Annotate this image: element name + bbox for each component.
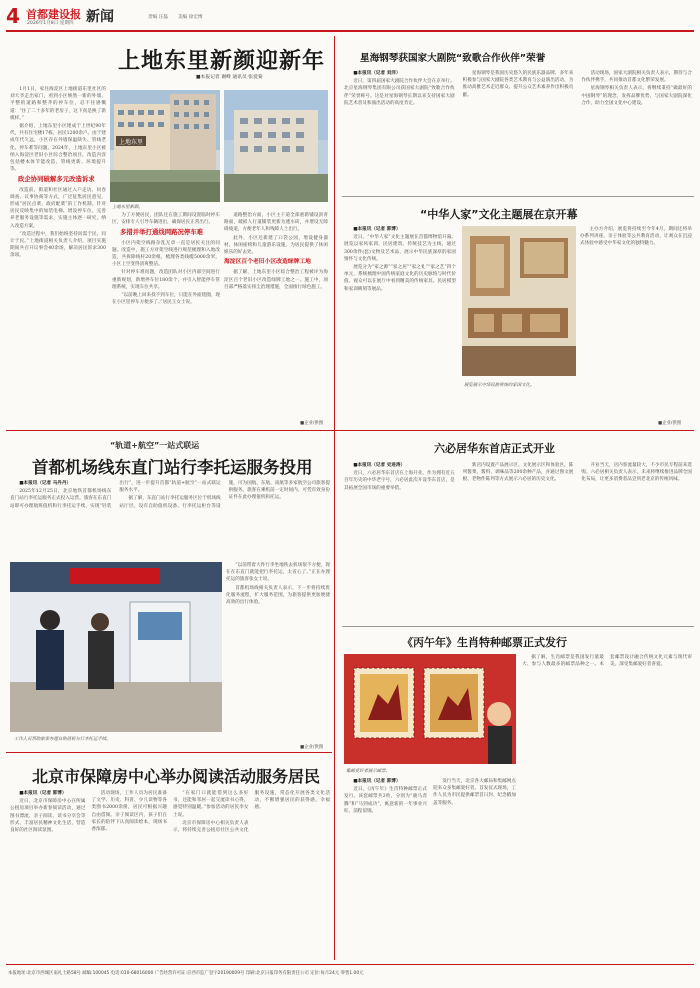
art1-photo-caption: 上地东里新颜。: [112, 205, 143, 210]
masthead-rule: [6, 30, 694, 32]
art2-byline: ■本报讯（记者 刘洋）: [353, 71, 401, 76]
art2-para: 活动现场，国家大剧院相关负责人表示，期待与合作伙伴携手，共同推动首都文化繁荣发展。: [581, 71, 692, 84]
art7-para: 近日，北京市保障房中心在所属公租房项目举办新春阅读活动，通过图书漂流、亲子阅读、读书分享会等形式，丰富居民精神文化生活，营造良好的社区阅读氛围。: [10, 799, 86, 834]
art6-body-right: [522, 654, 692, 960]
art3-para: 展览分为“家之源”“家之居”“家之礼”“家之艺”四个单元，系统梳理中国传统家庭文化的历史脉络与时代价值。观众可以在展厅中看到精美的传统家具、民居模型和家训碑刻等展品。: [344, 265, 456, 292]
art7-para: 北京市保障房中心相关负责人表示，将持续完善公租房社区公共文化服务设施，常态化开展各类文化活动，不断增强居民的获得感、幸福感。: [173, 791, 330, 834]
art1-title: 上地东里新颜迎新年: [118, 48, 326, 74]
art5-para: 开业当天，店内客流量较大，不少市民专程前来选购。六必居相关负责人表示，未来将继续推进品牌全国化布局，让更多消费者品尝到老北京的传统风味。: [581, 463, 692, 483]
art4-para: 2025年12月25日，北京地铁首都机场线东直门站行李托运服务正式投入运营。旅客在东直门站即可办理航班值机和行李托运手续，实现“轻装出行”，进一步提升首都“轨道+航空”一站式联运服务水平。: [10, 481, 221, 509]
art2-para: 星海钢琴是我国历史悠久的民族乐器品牌，多年来积极参与国家大剧院各类艺术教育与公益演出活动，为推动高雅艺术走近群众、提升公众艺术素养作出积极贡献。: [462, 71, 574, 98]
art7-body: [10, 790, 330, 960]
art1-para: 据介绍，上地东里小区建成于上世纪90年代，共有住宅楼17栋，居民1200余户。由于建成年代久远，小区存在外墙保温缺失、管线老化、停车难等问题。2024年，上地东里小区被纳入海淀区老旧小区综合整治项目，改造内容包括楼本体节能改造、管线更新、环境提升等。: [10, 124, 106, 173]
art7-byline: ■本报讯（记者 郭博）: [19, 791, 67, 796]
issue-date: 2026年1月8日 星期四: [27, 21, 74, 26]
art1-para: “以前晚上回来找不到车位，只能在外面绕圈，现在小区里停车方便多了。”居民王女士说。: [112, 293, 220, 306]
art5-title: 六必居华东首店正式开业: [434, 442, 555, 455]
art3-body-right: [580, 226, 692, 326]
art1-para: 道路整治方面，小区主干道全部重新铺设沥青路面，破损人行道铺装更新为透水砖，并增设无障碍坡道，方便老年人和残障人士出行。: [224, 213, 328, 233]
art5-body: [344, 462, 692, 622]
art6-title: 《丙午年》生肖特种邮票正式发行: [402, 636, 567, 649]
art1-para: 小区内架空线路杂乱无章一直是居民关注的问题。改造中，施工方对架空线进行规范梳理和入地改造，共拆除线杆20余根，梳理各类线缆5000余米，小区上空变得清爽整洁。: [112, 240, 220, 268]
art4-para: “以前带着大件行李坐地铁去机场很不方便，现在在东直门就能把行李托运，太省心了。”正在办理托运的旅客张女士说。: [226, 563, 330, 583]
art2-para: 近日，第四届国家大剧院合作伙伴大会在京举行。北京星海钢琴集团有限公司获国家大剧院“致歌合作伙伴”荣誉称号。这是对星海钢琴长期以来支持国家大剧院艺术普及和演出活动的高度肯定。: [344, 79, 455, 106]
art2-para: 星海钢琴相关负责人表示，将继续秉持“做最好的中国钢琴”的理念，发挥品牌优势，与国家大剧院深化合作，助力全国文化中心建设。: [581, 86, 692, 106]
divider: [342, 626, 694, 627]
art7-para: 活动现场，工作人员为居民准备了文学、历史、科普、少儿读物等各类图书2000余册，居民可根据兴趣自由借阅。亲子阅读区内，孩子们在家长的陪伴下认真阅读绘本，现场书香浓郁。: [91, 791, 167, 833]
art1-photo: [110, 90, 220, 202]
art4-para: 据了解，东直门站行李托运服务区位于机场线站厅层，设有自助值机设备、行李托运柜台等设施，可为国航、东航、南航等多家航空公司旅客提供服务。旅客在乘机前一定时间内，可凭有效身份证件在此办理值机和托运。: [119, 481, 330, 509]
art7-title: 北京市保障房中心举办阅读活动服务居民: [32, 767, 321, 786]
art1-credit: ■企业/供图: [300, 421, 324, 426]
art6-para: 发行当天，北京各大邮局和集邮网点迎来众多集邮爱好者。首发仪式现场，工作人员为市民提供邮票首日封、纪念戳加盖等服务。: [433, 779, 516, 806]
art4-body-right: [226, 562, 330, 732]
art3-credit: ■企业/供图: [658, 421, 682, 426]
svg-text:上地东里: 上地东里: [119, 139, 144, 146]
art4-body-top: [10, 480, 330, 560]
art1-para: “改造过程中，我们始终坚持问需于民、问计于民。”上地街道相关负责人介绍，项目实施期间共召开议事会40余场，解决居民诉求300余项。: [10, 231, 106, 259]
art6-byline: ■本报讯（记者 郭博）: [353, 779, 401, 784]
art1-col3: [224, 212, 328, 420]
art6-photo: [344, 654, 516, 764]
art1-para: 此外，小区还新建了口袋公园，增设健身器材、休闲座椅和儿童游乐设施，为居民提供了休闲娱乐的好去处。: [224, 235, 328, 256]
art1-para: 1月1日，家住海淀区上地街道东里社区的刘大爷走出家门，看到小区焕然一新的外墙、平整的道路和整齐的停车位，忍不住感慨道：“住了二十多年的老房子，这下真是换了新模样。”: [10, 87, 106, 121]
art3-photo: [462, 226, 576, 376]
art1-para: 据了解，上地东里小区综合整治工程被评为海淀区百个老旧小区改造绿牌工地之一。施工中，项目部严格落实扬尘治理措施，全面推行绿色施工。: [224, 270, 328, 290]
art5-para: 近日，六必居华东首店在上海开业。作为拥有近五百年历史的中华老字号，六必居此次开设华东首店，是其拓展全国市场的重要举措。: [344, 471, 455, 491]
art6-para: 近日，《丙午年》生肖特种邮票正式发行。该套邮票共2枚，分别为“骏马奔腾”和“马到成功”，寓意新的一年事业兴旺、前程似锦。: [344, 787, 427, 814]
art1-photo-2: [224, 90, 328, 202]
art6-para: 据了解，生肖邮票是我国发行量最大、参与人数最多的邮票品种之一。本套邮票设计融合传统文化元素与现代审美，深受集邮爱好者喜爱。: [522, 655, 692, 668]
art5-byline: ■本报讯（记者 史进涛）: [353, 463, 406, 468]
art4-credit: ■企业/供图: [300, 745, 324, 750]
art6-body-left: [344, 778, 516, 960]
art1-subhead: 政企协同破解多元改造诉求: [18, 175, 95, 184]
art4-photo: [10, 562, 222, 732]
art4-para: 首都机场线相关负责人表示，下一步将持续优化服务流程，扩大服务范围，为旅客提供更加便捷高效的出行体验。: [226, 585, 330, 606]
art2-body: [344, 70, 692, 190]
art4-byline: ■本报讯（记者 马丹丹）: [19, 481, 72, 486]
art1-para: 改造前，街道和社区通过入户走访、问卷调查、议事协商等方式，广泛征集居民意见，形成“居民点菜、政府配菜”的工作机制。针对居民反映集中的加装电梯、增设停车位、完善养老服务设施等需求，实施主体逐一研究，纳入改造方案。: [10, 187, 106, 229]
art1-subhead: 海淀区百个老旧小区改造绿牌工地: [224, 259, 311, 266]
art1-col1: [10, 86, 106, 414]
art3-caption: 展览展示中华民族传统的家国文化。: [464, 383, 535, 388]
designer-credit: 美编 徐宏博: [178, 15, 203, 20]
divider: [342, 196, 694, 197]
art4-kicker: “轨道+航空”一站式联运: [110, 441, 200, 450]
editor-credit: 责编 汪磊: [148, 15, 168, 20]
art1-col2: [112, 212, 220, 420]
art3-byline: ■本报讯（记者 郭博）: [353, 227, 401, 232]
art3-title: “中华人家”文化主题展在京开幕: [420, 208, 578, 221]
art7-para: “在家门口就能借到这么多好书，还能和邻居一起交流读书心得，感觉特别温暖。”参加活动的居民李女士说。: [173, 791, 249, 818]
art3-para: 主办方介绍，展览将持续至今年4月，期间还将举办系列讲座、亲子体验等公共教育活动，让观众在沉浸式体验中感受中华家文化的独特魅力。: [580, 227, 692, 247]
paper-name: 首都建设报: [26, 8, 81, 21]
page-number: 4: [6, 4, 20, 28]
footer-rule: [6, 964, 694, 965]
column-divider: [334, 36, 335, 960]
section-rule: [6, 430, 694, 431]
section-rule: [6, 752, 332, 753]
art1-subhead: 多措并举打通线网路况停车难: [120, 228, 204, 237]
art1-byline: ■本报记者 谢峰 通讯员 张爱菊: [196, 75, 263, 80]
art2-title: 星海钢琴获国家大剧院“致歌合作伙伴”荣誉: [360, 53, 546, 64]
section-name: 新闻: [86, 9, 114, 25]
art3-para: 近日，“中华人家”文化主题展在首都博物馆开幕。展览以家风家训、民居建筑、传统技艺为主线，通过300余件(套)文物及艺术品，展示中华民族深厚的家国情怀与文化传统。: [344, 235, 456, 262]
art6-caption: 集邮爱好者展示邮票。: [346, 769, 390, 774]
art5-para: 新店内设置产品展示区、文化展示区和体验区，陈列酱菜、酱料、调味品等200余种产品，并通过图文展板、老物件陈列等方式展示六必居的历史文化。: [462, 463, 574, 483]
art3-body-left: [344, 226, 456, 382]
art4-title: 首都机场线东直门站行李托运服务投用: [32, 458, 313, 477]
footer-info: 本报地址:北京市西城区南礼士路58号 邮编:100045 电话:010-68016000 广告经营许可证:京西市监广登字20190009号 印刷:北京日报印务有限责任公司 定价:每月24元 零售1.00元: [8, 971, 364, 976]
art1-para: 为了方便居民，团队还在施工期间设置临时停车区，安排专人引导车辆进出，确保居民正常出行。: [112, 213, 220, 226]
art1-para: 针对停车难问题，改造团队对小区内部空间进行重新规划，新增停车位180余个，并引入智能停车管理系统，实现车位共享。: [112, 270, 220, 290]
art4-caption: 工作人员帮助旅客办理自助值机与行李托运手续。: [14, 737, 111, 742]
